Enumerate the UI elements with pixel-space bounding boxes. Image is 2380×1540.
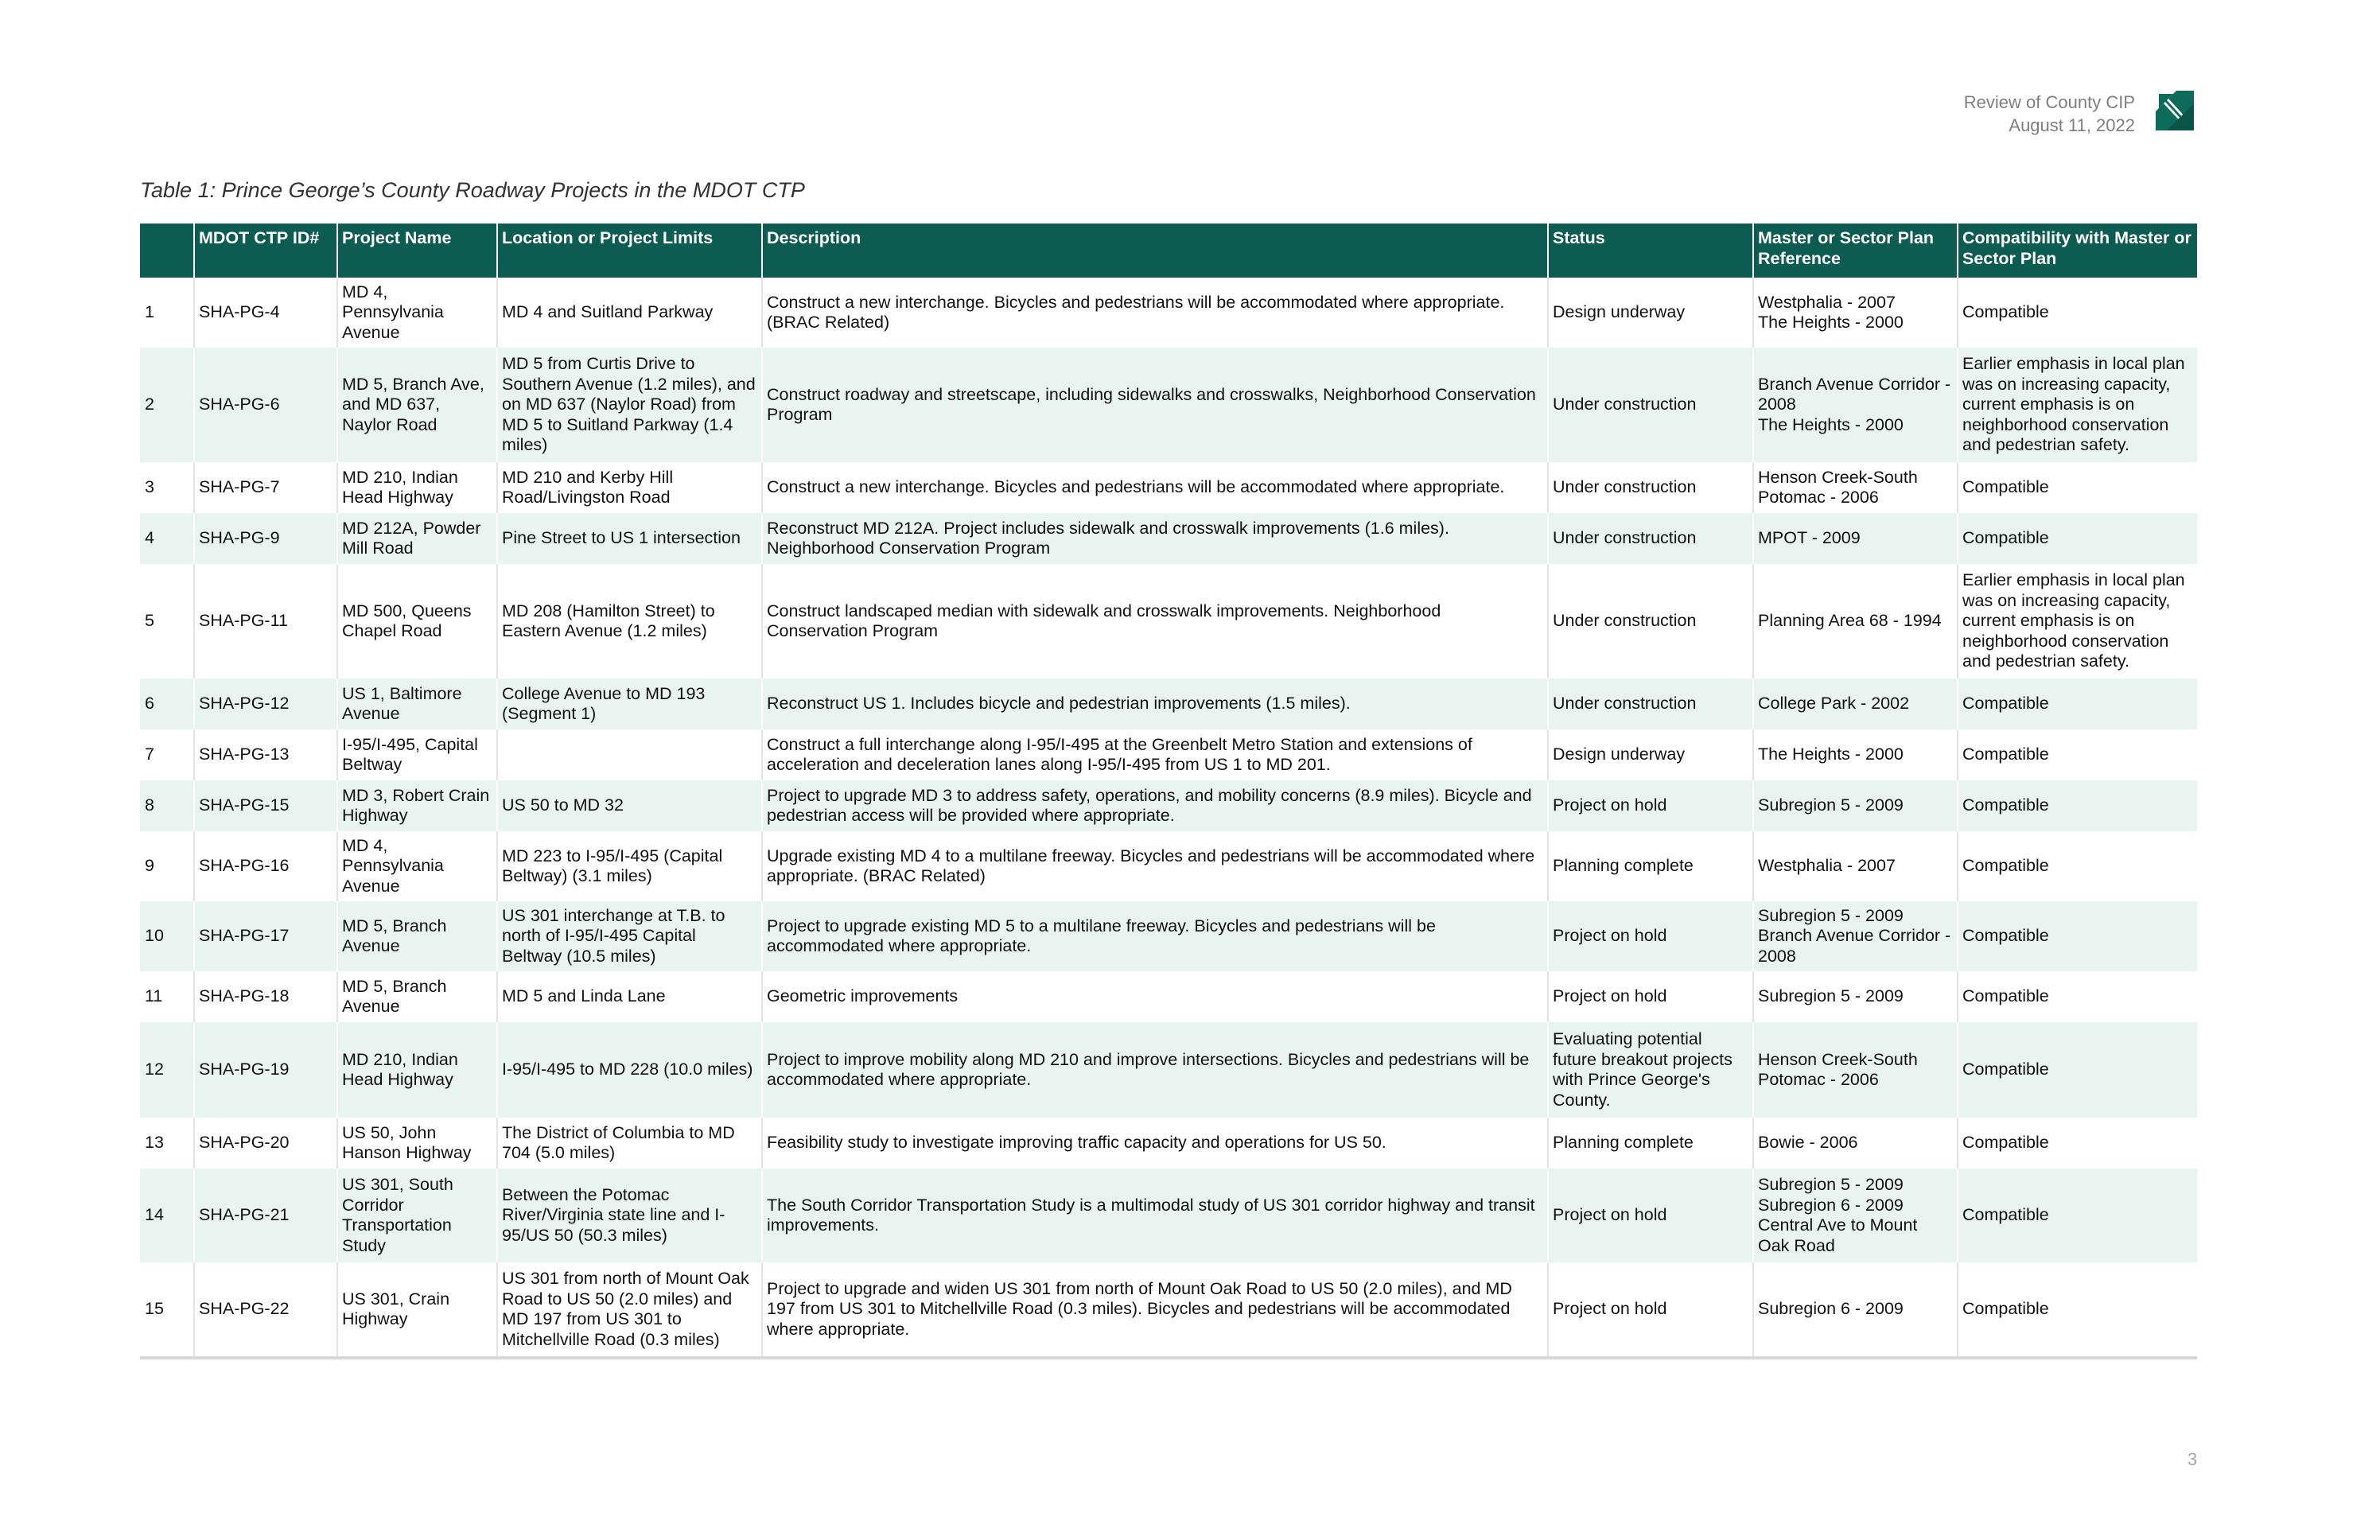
cell-description: Project to upgrade and widen US 301 from north of Mount Oak Road to US 50 (2.0 miles), and MD 197 from US 301 to Mitchellville Road (0.3 miles). Bicycles and pedestrians will be accommodated where appropriate. [762,1262,1548,1358]
cell-row-number: 14 [140,1169,194,1262]
cell-location: US 50 to MD 32 [497,780,762,831]
cell-status: Planning complete [1548,1118,1753,1169]
table-row [140,1262,2197,1358]
cell-project-name: US 301, South Corridor Transportation Study [337,1169,497,1262]
cell-row-number: 3 [140,462,194,513]
table-row [140,1169,2197,1262]
cell-location: MD 223 to I-95/I-495 (Capital Beltway) (3.1 miles) [497,831,762,901]
cell-status: Project on hold [1548,971,1753,1022]
table-row [140,729,2197,780]
cell-plan-reference: MPOT - 2009 [1753,513,1958,564]
cell-ctp-id: SHA-PG-21 [194,1169,337,1262]
cell-ctp-id: SHA-PG-12 [194,679,337,729]
column-header-row-number [140,224,194,278]
cell-ctp-id: SHA-PG-19 [194,1022,337,1118]
cell-compatibility: Earlier emphasis in local plan was on increasing capacity, current emphasis is on neighborhood conservation and pedestrian safety. [1958,348,2197,462]
cell-row-number: 7 [140,729,194,780]
cell-status: Project on hold [1548,1169,1753,1262]
cell-plan-reference: Planning Area 68 - 1994 [1753,564,1958,679]
page-number: 3 [2188,1449,2198,1469]
cell-plan-reference: Bowie - 2006 [1753,1118,1958,1169]
cell-project-name: MD 5, Branch Ave, and MD 637, Naylor Road [337,348,497,462]
cell-project-name: MD 5, Branch Avenue [337,971,497,1022]
table-row [140,971,2197,1022]
cell-project-name: US 301, Crain Highway [337,1262,497,1358]
cell-row-number: 15 [140,1262,194,1358]
cell-status: Design underway [1548,729,1753,780]
table-title: Table 1: Prince George’s County Roadway Projects in the MDOT CTP [140,178,805,202]
cell-compatibility: Earlier emphasis in local plan was on increasing capacity, current emphasis is on neighborhood conservation and pedestrian safety. [1958,564,2197,679]
cell-row-number: 1 [140,278,194,348]
cell-compatibility: Compatible [1958,513,2197,564]
cell-description: Construct landscaped median with sidewalk and crosswalk improvements. Neighborhood Conservation Program [762,564,1548,679]
cell-row-number: 12 [140,1022,194,1118]
cell-status: Under construction [1548,513,1753,564]
cell-project-name: MD 500, Queens Chapel Road [337,564,497,679]
cell-row-number: 13 [140,1118,194,1169]
cell-location: MD 4 and Suitland Parkway [497,278,762,348]
cell-status: Under construction [1548,348,1753,462]
cell-status: Project on hold [1548,780,1753,831]
cell-compatibility: Compatible [1958,1169,2197,1262]
cell-description: Construct a full interchange along I-95/I-495 at the Greenbelt Metro Station and extensions of acceleration and deceleration lanes along I-95/I-495 from US 1 to MD 201. [762,729,1548,780]
cell-status: Project on hold [1548,1262,1753,1358]
cell-project-name: MD 5, Branch Avenue [337,901,497,971]
cell-compatibility: Compatible [1958,901,2197,971]
cell-ctp-id: SHA-PG-4 [194,278,337,348]
column-header-plan-reference: Master or Sector Plan Reference [1753,224,1958,278]
cell-description: The South Corridor Transportation Study is a multimodal study of US 301 corridor highway and transit improvements. [762,1169,1548,1262]
cell-compatibility: Compatible [1958,831,2197,901]
document-header [1964,91,2135,137]
roadway-projects-table [140,224,2197,1359]
cell-row-number: 9 [140,831,194,901]
cell-status: Project on hold [1548,901,1753,971]
cell-row-number: 2 [140,348,194,462]
cell-location: College Avenue to MD 193 (Segment 1) [497,679,762,729]
document-date: August 11, 2022 [2009,115,2135,135]
cell-plan-reference: Subregion 6 - 2009 [1753,1262,1958,1358]
cell-ctp-id: SHA-PG-22 [194,1262,337,1358]
cell-description: Construct a new interchange. Bicycles and pedestrians will be accommodated where appropriate. [762,462,1548,513]
cell-plan-reference: Henson Creek-South Potomac - 2006 [1753,462,1958,513]
cell-description: Geometric improvements [762,971,1548,1022]
cell-plan-reference: The Heights - 2000 [1753,729,1958,780]
cell-project-name: MD 210, Indian Head Highway [337,1022,497,1118]
table-row [140,348,2197,462]
cell-status: Planning complete [1548,831,1753,901]
cell-status: Design underway [1548,278,1753,348]
cell-project-name: MD 4, Pennsylvania Avenue [337,278,497,348]
cell-description: Reconstruct MD 212A. Project includes sidewalk and crosswalk improvements (1.6 miles). Neighborhood Conservation Program [762,513,1548,564]
cell-project-name: US 50, John Hanson Highway [337,1118,497,1169]
cell-location: MD 5 from Curtis Drive to Southern Avenue (1.2 miles), and on MD 637 (Naylor Road) from MD 5 to Suitland Parkway (1.4 miles) [497,348,762,462]
cell-compatibility: Compatible [1958,462,2197,513]
cell-plan-reference: Henson Creek-South Potomac - 2006 [1753,1022,1958,1118]
cell-plan-reference: College Park - 2002 [1753,679,1958,729]
column-header-ctp-id: MDOT CTP ID# [194,224,337,278]
cell-status: Evaluating potential future breakout projects with Prince George's County. [1548,1022,1753,1118]
cell-description: Construct a new interchange. Bicycles and pedestrians will be accommodated where appropriate. (BRAC Related) [762,278,1548,348]
cell-compatibility: Compatible [1958,729,2197,780]
cell-location: US 301 interchange at T.B. to north of I-95/I-495 Capital Beltway (10.5 miles) [497,901,762,971]
cell-project-name: MD 4, Pennsylvania Avenue [337,831,497,901]
mncppc-logo-icon [2156,91,2194,130]
cell-location: MD 208 (Hamilton Street) to Eastern Avenue (1.2 miles) [497,564,762,679]
table-row [140,278,2197,348]
cell-project-name: I-95/I-495, Capital Beltway [337,729,497,780]
column-header-project-name: Project Name [337,224,497,278]
table-row [140,679,2197,729]
cell-status: Under construction [1548,564,1753,679]
column-header-compatibility: Compatibility with Master or Sector Plan [1958,224,2197,278]
cell-location: MD 210 and Kerby Hill Road/Livingston Road [497,462,762,513]
cell-row-number: 5 [140,564,194,679]
cell-row-number: 10 [140,901,194,971]
document-title: Review of County CIP [1963,92,2135,112]
cell-project-name: MD 210, Indian Head Highway [337,462,497,513]
cell-ctp-id: SHA-PG-6 [194,348,337,462]
cell-location: MD 5 and Linda Lane [497,971,762,1022]
cell-plan-reference: Subregion 5 - 2009 Branch Avenue Corridor - 2008 [1753,901,1958,971]
table-row [140,1118,2197,1169]
cell-project-name: MD 3, Robert Crain Highway [337,780,497,831]
cell-ctp-id: SHA-PG-13 [194,729,337,780]
cell-plan-reference: Subregion 5 - 2009 Subregion 6 - 2009 Central Ave to Mount Oak Road [1753,1169,1958,1262]
table-row [140,780,2197,831]
cell-row-number: 4 [140,513,194,564]
cell-ctp-id: SHA-PG-15 [194,780,337,831]
cell-project-name: US 1, Baltimore Avenue [337,679,497,729]
cell-compatibility: Compatible [1958,971,2197,1022]
cell-description: Project to upgrade existing MD 5 to a multilane freeway. Bicycles and pedestrians will be accommodated where appropriate. [762,901,1548,971]
cell-ctp-id: SHA-PG-7 [194,462,337,513]
cell-compatibility: Compatible [1958,1022,2197,1118]
cell-description: Project to improve mobility along MD 210 and improve intersections. Bicycles and pedestrians will be accommodated where appropriate. [762,1022,1548,1118]
cell-compatibility: Compatible [1958,278,2197,348]
cell-status: Under construction [1548,679,1753,729]
table-header-row [140,224,2197,278]
table-row [140,564,2197,679]
cell-plan-reference: Westphalia - 2007 The Heights - 2000 [1753,278,1958,348]
cell-ctp-id: SHA-PG-18 [194,971,337,1022]
table-row [140,831,2197,901]
column-header-location: Location or Project Limits [497,224,762,278]
cell-ctp-id: SHA-PG-17 [194,901,337,971]
cell-compatibility: Compatible [1958,679,2197,729]
cell-status: Under construction [1548,462,1753,513]
cell-project-name: MD 212A, Powder Mill Road [337,513,497,564]
column-header-status: Status [1548,224,1753,278]
cell-row-number: 11 [140,971,194,1022]
cell-location: US 301 from north of Mount Oak Road to US 50 (2.0 miles) and MD 197 from US 301 to Mitchellville Road (0.3 miles) [497,1262,762,1358]
cell-plan-reference: Westphalia - 2007 [1753,831,1958,901]
cell-ctp-id: SHA-PG-9 [194,513,337,564]
column-header-description: Description [762,224,1548,278]
cell-ctp-id: SHA-PG-16 [194,831,337,901]
cell-location [497,729,762,780]
table-row [140,1022,2197,1118]
cell-description: Project to upgrade MD 3 to address safety, operations, and mobility concerns (8.9 miles). Bicycle and pedestrian access will be provided where appropriate. [762,780,1548,831]
cell-description: Upgrade existing MD 4 to a multilane freeway. Bicycles and pedestrians will be accommodated where appropriate. (BRAC Related) [762,831,1548,901]
cell-compatibility: Compatible [1958,780,2197,831]
cell-location: Pine Street to US 1 intersection [497,513,762,564]
table-row [140,901,2197,971]
cell-plan-reference: Branch Avenue Corridor - 2008 The Heights - 2000 [1753,348,1958,462]
cell-description: Reconstruct US 1. Includes bicycle and pedestrian improvements (1.5 miles). [762,679,1548,729]
table-row [140,513,2197,564]
cell-description: Construct roadway and streetscape, including sidewalks and crosswalks, Neighborhood Conservation Program [762,348,1548,462]
cell-location: The District of Columbia to MD 704 (5.0 miles) [497,1118,762,1169]
cell-row-number: 8 [140,780,194,831]
cell-ctp-id: SHA-PG-20 [194,1118,337,1169]
cell-location: I-95/I-495 to MD 228 (10.0 miles) [497,1022,762,1118]
cell-plan-reference: Subregion 5 - 2009 [1753,780,1958,831]
cell-ctp-id: SHA-PG-11 [194,564,337,679]
cell-compatibility: Compatible [1958,1118,2197,1169]
cell-plan-reference: Subregion 5 - 2009 [1753,971,1958,1022]
table-row [140,462,2197,513]
cell-location: Between the Potomac River/Virginia state line and I-95/US 50 (50.3 miles) [497,1169,762,1262]
cell-row-number: 6 [140,679,194,729]
cell-compatibility: Compatible [1958,1262,2197,1358]
cell-description: Feasibility study to investigate improving traffic capacity and operations for US 50. [762,1118,1548,1169]
